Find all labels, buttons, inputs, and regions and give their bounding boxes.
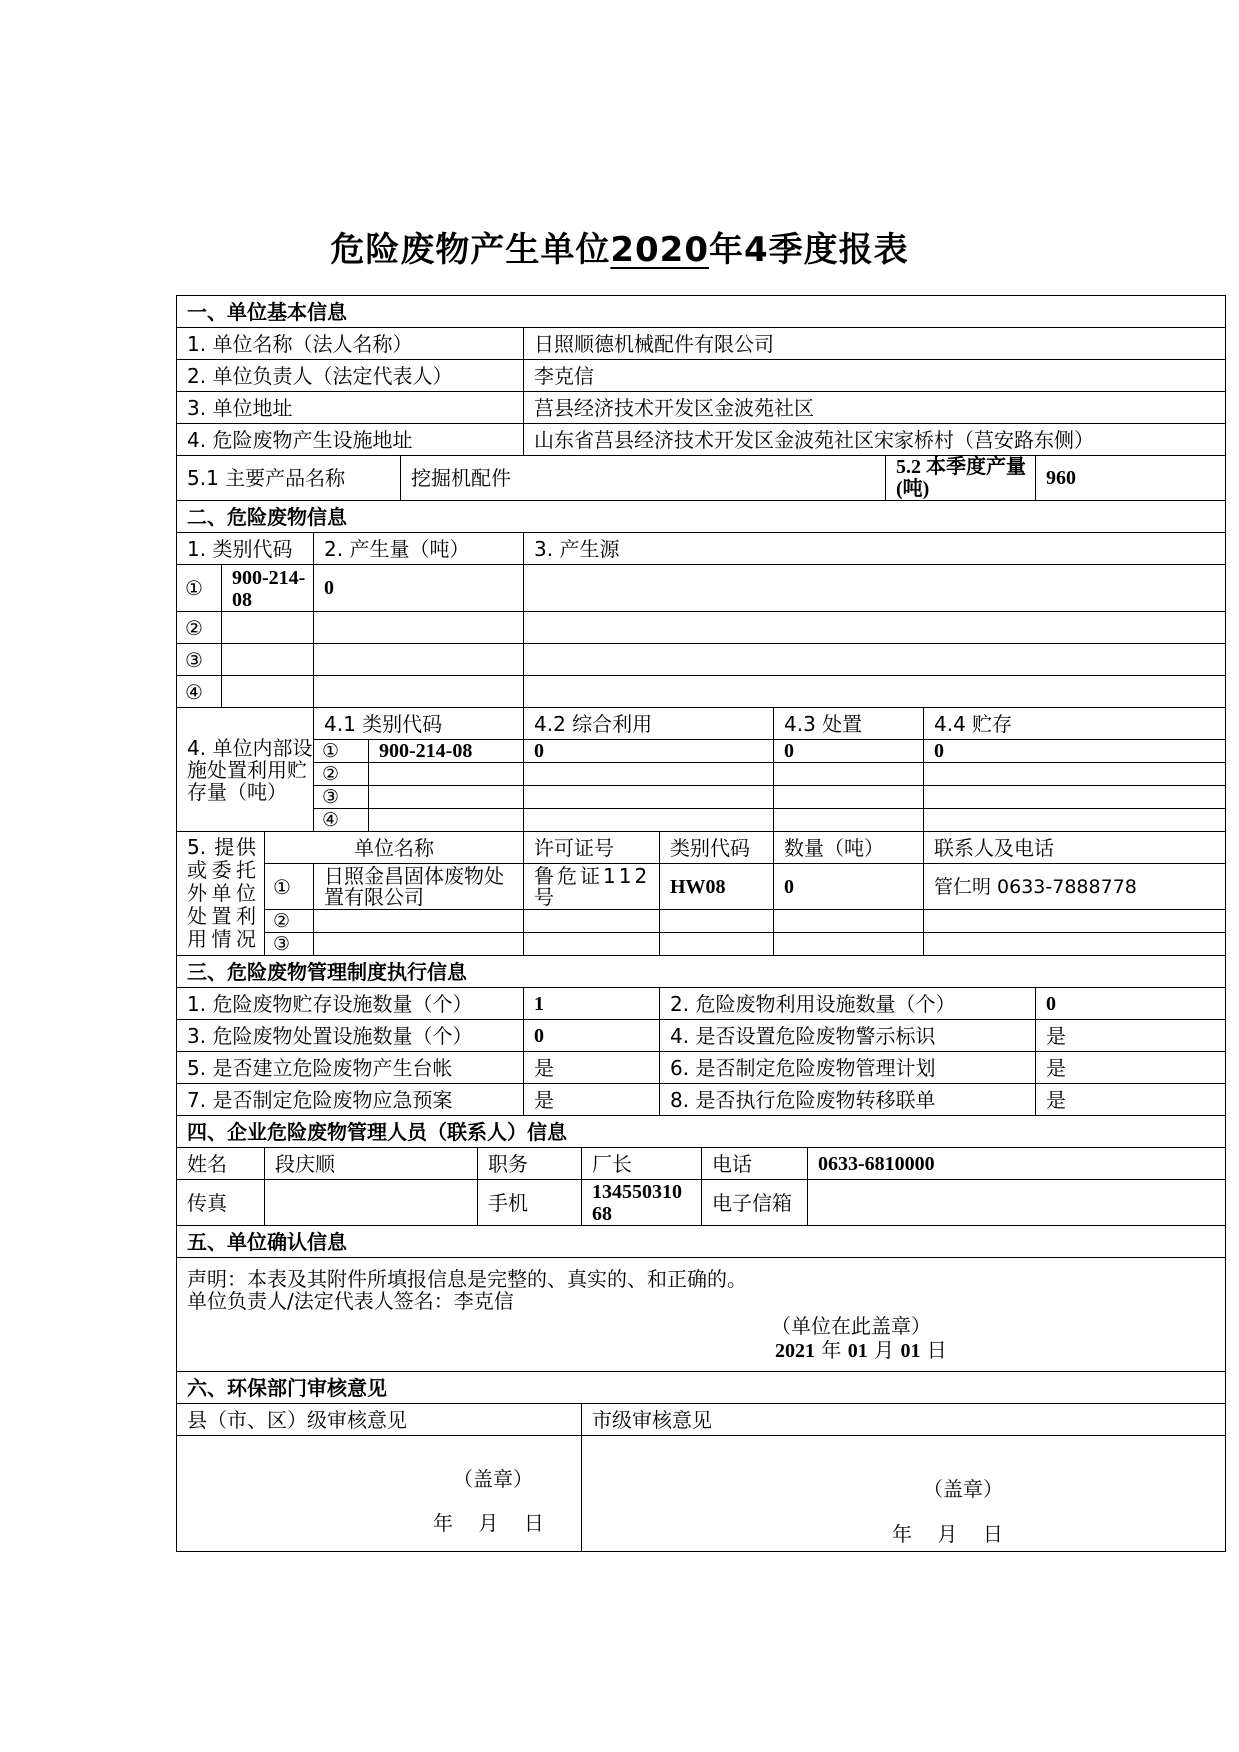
external-qty: 0 [774,864,924,910]
section-4-heading: 四、企业危险废物管理人员（联系人）信息 [177,1116,1226,1148]
contact-phone-label: 电话 [702,1148,808,1180]
row-index: ① [177,565,222,612]
external-qty [774,933,924,956]
external-contact-header: 联系人及电话 [924,832,1226,864]
output-value: 960 [1036,456,1226,501]
external-contact: 管仁明 0633-7888778 [924,864,1226,910]
external-name [314,910,524,933]
external-code: HW08 [660,864,774,910]
statement-text: 声明：本表及其附件所填报信息是完整的、真实的、和正确的。 [187,1267,747,1291]
waste-row [177,676,1226,708]
county-review-label: 县（市、区）级审核意见 [177,1404,582,1436]
waste-code: 900-214-08 [222,565,314,612]
internal-code: 900-214-08 [369,740,524,763]
product-label: 5.1 主要产品名称 [177,456,401,501]
external-permit [524,910,660,933]
external-label: 5. 提供或委托外单位处置利用情况 [177,832,265,956]
external-code-header: 类别代码 [660,832,774,864]
product-value: 挖掘机配件 [401,456,886,501]
confirmation-date: 2021 年 01 月 01 日 [775,1338,947,1362]
waste-source [524,676,1226,708]
external-permit [524,933,660,956]
legal-rep-value: 李克信 [524,360,1226,392]
external-qty [774,910,924,933]
internal-row [177,809,1226,832]
waste-amount: 0 [314,565,524,612]
management-row [177,1052,1226,1084]
management-row [177,1084,1226,1116]
confirmation-block [177,1258,1226,1372]
external-header-row [177,832,1226,864]
legal-rep-label: 2. 单位负责人（法定代表人） [177,360,524,392]
contact-phone-value: 0633-6810000 [808,1148,1226,1180]
external-row [177,933,1226,956]
internal-row [177,786,1226,809]
product-row [177,456,1226,501]
waste-row [177,644,1226,676]
internal-store: 0 [924,740,1226,763]
management-label: 5. 是否建立危险废物产生台帐 [177,1052,524,1084]
external-row [177,910,1226,933]
external-contact [924,910,1226,933]
internal-row [177,740,1226,763]
internal-dispose-header: 4.3 处置 [774,708,924,740]
county-date: 年 月 日 [433,1511,544,1535]
management-value: 0 [524,1020,660,1052]
county-stamp-label: （盖章） [453,1467,533,1491]
row-index: ② [177,612,222,644]
waste-source [524,644,1226,676]
city-date: 年 月 日 [892,1522,1003,1546]
output-label: 5.2 本季度产量(吨) [886,456,1036,501]
contact-duty-value: 厂长 [582,1148,702,1180]
waste-row [177,565,1226,612]
internal-use [524,786,774,809]
unit-name-label: 1. 单位名称（法人名称） [177,328,524,360]
management-value: 是 [524,1052,660,1084]
col-source-header: 3. 产生源 [524,533,1226,565]
contact-fax-label: 传真 [177,1180,265,1226]
row-index: ② [314,763,369,786]
facility-address-value: 山东省莒县经济技术开发区金波苑社区宋家桥村（莒安路东侧） [524,424,1226,456]
row-index: ③ [177,644,222,676]
legal-rep-row [177,360,1226,392]
unit-address-value: 莒县经济技术开发区金波苑社区 [524,392,1226,424]
unit-address-label: 3. 单位地址 [177,392,524,424]
contact-mobile-value: 13455031068 [582,1180,702,1226]
row-index: ① [265,864,314,910]
internal-code [369,763,524,786]
internal-use-header: 4.2 综合利用 [524,708,774,740]
contact-fax-value [265,1180,478,1226]
internal-dispose [774,786,924,809]
waste-code [222,612,314,644]
review-header-row [177,1404,1226,1436]
internal-store [924,809,1226,832]
internal-label: 4. 单位内部设施处置利用贮存量（吨） [177,708,314,832]
management-value: 是 [1036,1084,1226,1116]
page-title: 危险废物产生单位2020年4季度报表 [330,230,909,270]
unit-name-row [177,328,1226,360]
row-index: ② [265,910,314,933]
contact-row [177,1148,1226,1180]
contact-email-value [808,1180,1226,1226]
management-label: 8. 是否执行危险废物转移联单 [660,1084,1036,1116]
waste-amount [314,676,524,708]
section-2-heading: 二、危险废物信息 [177,501,1226,533]
facility-address-label: 4. 危险废物产生设施地址 [177,424,524,456]
management-row [177,1020,1226,1052]
management-value: 是 [1036,1052,1226,1084]
management-label: 4. 是否设置危险废物警示标识 [660,1020,1036,1052]
row-index: ① [314,740,369,763]
company-stamp-label: （单位在此盖章） [771,1314,931,1338]
management-label: 6. 是否制定危险废物管理计划 [660,1052,1036,1084]
management-label: 7. 是否制定危险废物应急预案 [177,1084,524,1116]
review-block-row [177,1436,1226,1552]
col-amount-header: 2. 产生量（吨） [314,533,524,565]
internal-dispose: 0 [774,740,924,763]
external-code [660,933,774,956]
internal-use: 0 [524,740,774,763]
waste-source [524,565,1226,612]
management-value: 是 [1036,1020,1226,1052]
facility-address-row [177,424,1226,456]
internal-row [177,763,1226,786]
section-6-heading: 六、环保部门审核意见 [177,1372,1226,1404]
internal-use [524,763,774,786]
waste-code [222,644,314,676]
external-contact [924,933,1226,956]
internal-code [369,786,524,809]
internal-use [524,809,774,832]
section-1-heading: 一、单位基本信息 [177,296,1226,328]
waste-row [177,612,1226,644]
management-label: 2. 危险废物利用设施数量（个） [660,988,1036,1020]
city-review-box [582,1436,1226,1552]
contact-name-value: 段庆顺 [265,1148,478,1180]
unit-name-value: 日照顺德机械配件有限公司 [524,328,1226,360]
internal-code [369,809,524,832]
management-label: 1. 危险废物贮存设施数量（个） [177,988,524,1020]
management-value: 是 [524,1084,660,1116]
unit-address-row [177,392,1226,424]
internal-store [924,763,1226,786]
internal-store-header: 4.4 贮存 [924,708,1226,740]
contact-name-label: 姓名 [177,1148,265,1180]
management-value: 0 [1036,988,1226,1020]
external-qty-header: 数量（吨） [774,832,924,864]
county-review-box [177,1436,582,1552]
external-permit: 鲁危证112号 [524,864,660,910]
waste-amount [314,612,524,644]
row-index: ③ [265,933,314,956]
waste-amount [314,644,524,676]
contact-row [177,1180,1226,1226]
report-form [176,295,1226,1552]
management-row [177,988,1226,1020]
city-stamp-label: （盖章） [923,1477,1003,1501]
internal-dispose [774,809,924,832]
management-value: 1 [524,988,660,1020]
internal-header-row [177,708,1226,740]
col-code-header: 1. 类别代码 [177,533,314,565]
external-name: 日照金昌固体废物处置有限公司 [314,864,524,910]
section-3-heading: 三、危险废物管理制度执行信息 [177,956,1226,988]
external-name-header: 单位名称 [265,832,524,864]
contact-mobile-label: 手机 [478,1180,582,1226]
external-permit-header: 许可证号 [524,832,660,864]
signer-text: 单位负责人/法定代表人签名：李克信 [187,1289,514,1313]
row-index: ④ [314,809,369,832]
waste-code [222,676,314,708]
waste-header-row [177,533,1226,565]
management-label: 3. 危险废物处置设施数量（个） [177,1020,524,1052]
internal-code-header: 4.1 类别代码 [314,708,524,740]
section-5-heading: 五、单位确认信息 [177,1226,1226,1258]
external-code [660,910,774,933]
row-index: ③ [314,786,369,809]
internal-dispose [774,763,924,786]
row-index: ④ [177,676,222,708]
contact-duty-label: 职务 [478,1148,582,1180]
city-review-label: 市级审核意见 [582,1404,1226,1436]
external-name [314,933,524,956]
waste-source [524,612,1226,644]
internal-store [924,786,1226,809]
external-row [177,864,1226,910]
contact-email-label: 电子信箱 [702,1180,808,1226]
